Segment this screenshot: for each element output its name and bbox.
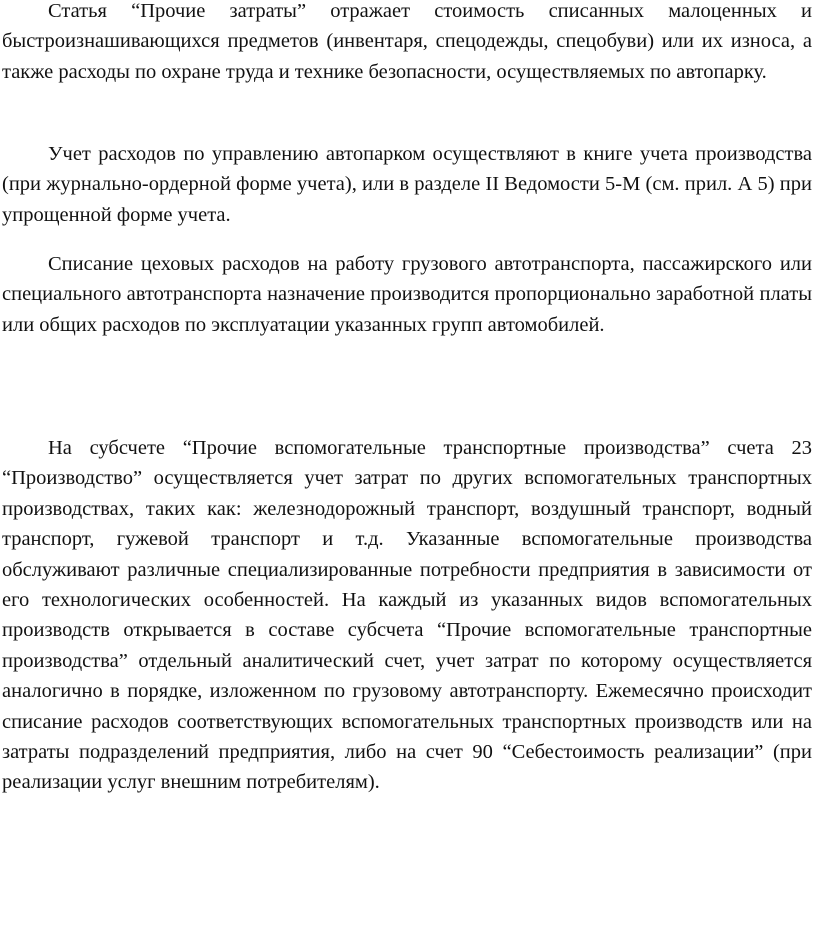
paragraph-auxiliary-transport: На субсчете “Прочие вспомогательные транспортные производства” счета 23 “Производство” осуществляется учет затрат по других вспомогательных транспортных производствах, таких как: железнодорожный транспорт, воздушный транспорт, водный транспорт, гужевой транспорт и т.д. Указанные вспомогательные производства обслуживают различные специализированные потребности предприятия в зависимости от его технологических особенностей. На каждый из указанных видов вспомогательных производств открывается в составе субсчета “Прочие вспомогательные транспортные производства” отдельный аналитический счет, учет затрат по которому осуществляется аналогично в порядке, изложенном по грузовому автотранспорту. Ежемесячно происходит списание расходов соответствующих вспомогательных транспортных производств или на затраты подразделений предприятия, либо на счет 90 “Себестоимость реализации” (при реализации услуг внешним потребителям). [2, 437, 812, 794]
paragraph-other-costs: Статья “Прочие затраты” отражает стоимость списанных малоценных и быстроизнашивающихся предметов (инвентаря, спецодежды, спецобуви) или их износа, а также расходы по охране труда и технике безопасности, осуществляемых по автопарку. [2, 0, 812, 83]
paragraph-management-accounting: Учет расходов по управлению автопарком осуществляют в книге учета производства (при журнально-ордерной форме учета), или в разделе II Ведомости 5-М (см. прил. А 5) при упрощенной форме учета. [2, 143, 812, 226]
paragraph-workshop-expenses: Списание цеховых расходов на работу грузового автотранспорта, пассажирского или специального автотранспорта назначение производится пропорционально заработной платы или общих расходов по эксплуатации указанных групп автомобилей. [2, 253, 812, 336]
